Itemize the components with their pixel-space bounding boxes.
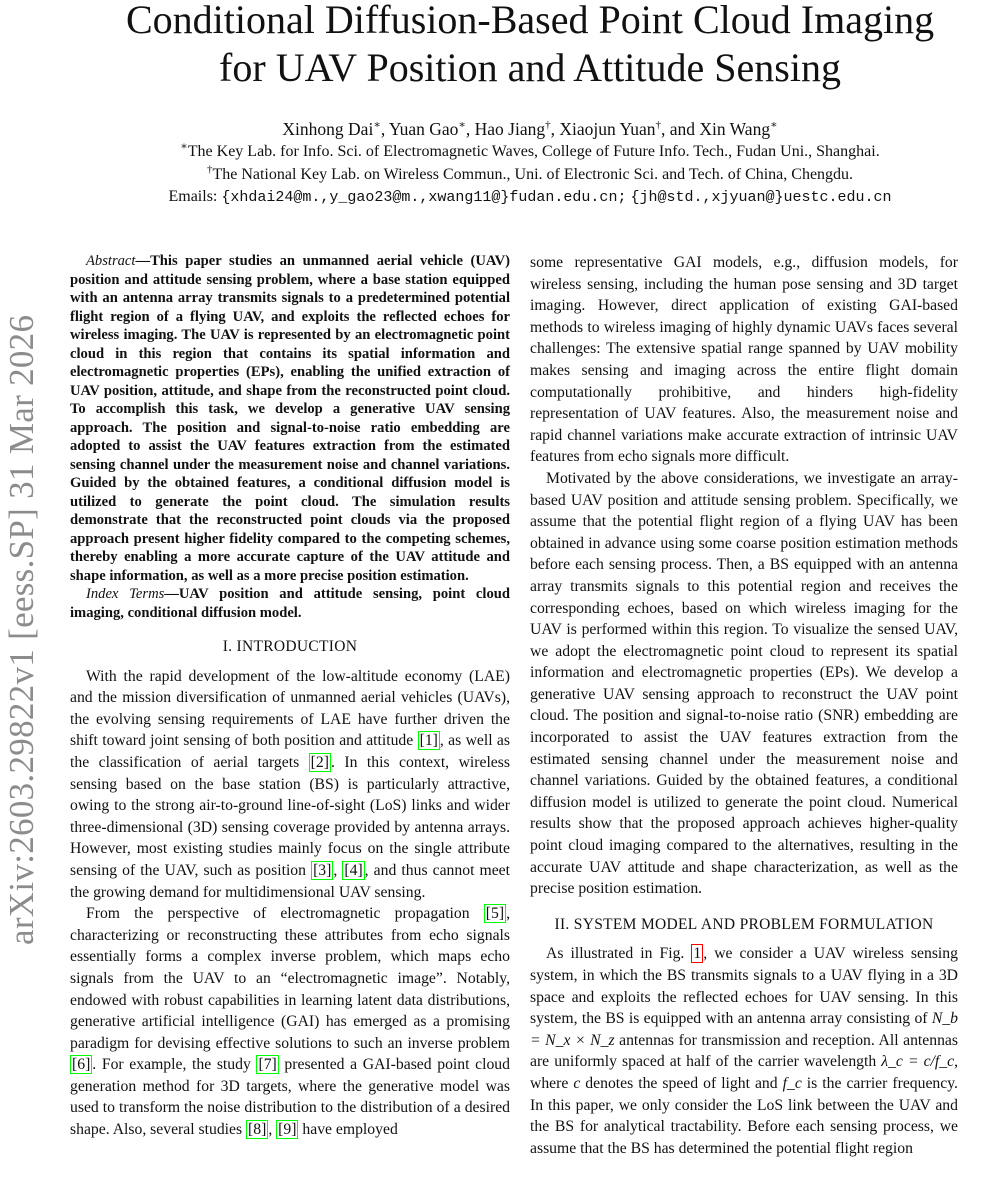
paper-title [60, 0, 986, 92]
section-title-initial: I [236, 638, 243, 655]
body-paragraph-system: As illustrated in Fig. 1 , we consider a UAV wireless sensing system, in which the BS transmits signals to a UAV flying in a 3D space and exploits the reflected echoes for UAV sensing. In this system, the BS is equipped with an antenna array consisting of N_b = N_x × N_z antennas for transmission and reception. All antennas are uniformly spaced at half of the carrier wavelength λ_c = c/f_c, where c denotes the speed of light and f_c is the carrier frequency. In this paper, we only consider the LoS link between the UAV and the BS for analytical tractability. Before each sensing process, we assume that the BS has determined the potential flight region [530, 945, 959, 1157]
affiliation-text: The National Key Lab. on Wireless Commun., Uni. of Electronic Sci. and Tech. of China, Chengdu. [212, 166, 854, 183]
citation-link[interactable]: [9] [278, 1121, 297, 1139]
citation-link[interactable]: [7] [258, 1056, 277, 1074]
author-list: Xinhong Dai∗, Yuan Gao∗, Hao Jiang†, Xiaojun Yuan†, and Xin Wang∗ [282, 119, 778, 139]
index-terms-text: —UAV position and attitude sensing, point cloud imaging, conditional diffusion model. [70, 586, 510, 621]
intro-paragraph-2: From the perspective of electromagnetic propagation [5] , characterizing or reconstructing these attributes from echo signals essentially forms a complex inverse problem, which maps echo signals from the UAV to an “electromagnetic image”. Notably, endowed with robust capabilities in learning latent data distributions, generative artificial intelligence (GAI) has emerged as a promising paradigm for devising effective solutions to such an inverse problem [6] . For example, the study [7] presented a GAI-based point cloud generation method for 3D targets, where the generative model was used to transform the noise distribution to the distribution of a desired shape. Also, several studies [8] , [9] have employed [70, 905, 510, 1139]
abstract-text: —This paper studies an unmanned aerial vehicle (UAV) position and attitude sensing problem, where a base station equipped with an antenna array transmits signals to a predetermined potential flight region of a flying UAV, and exploits the reflected echoes for wireless imaging. The UAV is represented by an electromagnetic point cloud in this region that contains its spatial information and electromagnetic properties (EPs), enabling the unified extraction of UAV position, attitude, and shape from the reconstructed point cloud. To accomplish this task, we develop a generative UAV sensing approach. The position and signal-to-noise ratio embedding are adopted to assist the UAV features extraction from the estimated sensing channel under the measurement noise and channel variations. Guided by the obtained features, a conditional diffusion model is utilized to generate the point cloud. The simulation results demonstrate that the reconstructed point clouds via the proposed approach present higher fidelity compared to the competing schemes, thereby enabling a more accurate capture of the UAV attitude and shape information, as well as a more precise position estimation. [70, 253, 510, 584]
intro-paragraph-1: With the rapid development of the low-altitude economy (LAE) and the mission diversification of unmanned aerial vehicles (UAVs), the evolving sensing requirements of LAE have further driven the shift toward joint sensing of both position and attitude [1] , as well as the classification of aerial targets [2] . In this context, wireless sensing based on the base station (BS) is particularly attractive, owing to the strong air-to-ground line-of-sight (LoS) links and wider three-dimensional (3D) sensing coverage provided by antenna arrays. However, most existing studies mainly focus on the single attribute sensing of the UAV, such as position [3] , [4] , and thus cannot meet the growing demand for multidimensional UAV sensing. [70, 667, 510, 901]
author-mark: ∗ [458, 119, 466, 132]
index-terms-lead: Index Terms [86, 586, 165, 602]
affiliation-text: The Key Lab. for Info. Sci. of Electromagnetic Waves, College of Future Info. Tech., Fudan Uni., Shanghai. [187, 143, 880, 160]
author-name: Xiaojun Yuan [559, 119, 656, 139]
email-group-uestc[interactable]: {jh@std.,xjyuan@}uestc.edu.cn [630, 189, 892, 206]
arxiv-identifier: arXiv:2603.29822v1 [eess.SP] 31 Mar 2026 [2, 314, 41, 945]
email-group-fudan[interactable]: {xhdai24@m.,y_gao23@m.,xwang11@}fudan.edu.cn; [221, 189, 627, 206]
left-column [70, 252, 510, 1141]
citation-link[interactable]: [4] [344, 861, 363, 879]
right-column [530, 252, 958, 1159]
affiliation-fudan [60, 140, 986, 161]
author-name: Hao Jiang [474, 119, 546, 139]
title-line-1: Conditional Diffusion-Based Point Cloud Imaging [125, 0, 935, 42]
author-mark: † [655, 119, 661, 132]
author-mark: ∗ [373, 119, 381, 132]
author-mark: ∗ [770, 119, 778, 132]
email-label: Emails: [168, 188, 218, 205]
citation-link[interactable]: [5] [485, 905, 505, 923]
author-name: Xin Wang [699, 119, 771, 139]
author-mark: † [545, 119, 551, 132]
section-heading-system-model: II. SYSTEM MODEL AND PROBLEM FORMULATION [554, 915, 934, 933]
math-speed-of-light: c [573, 1074, 581, 1092]
math-carrier-frequency: f_c [782, 1074, 802, 1092]
section-number: II. [554, 915, 570, 933]
math-antenna-count: N_b = N_x × N_z [530, 1010, 958, 1049]
affiliation-mark: ∗ [180, 140, 188, 153]
body-paragraph-motivation: Motivated by the above considerations, we investigate an array-based UAV position and attitude sensing problem. Specifically, we assume that the potential flight region of a flying UAV has been obtained in advance using some coarse position estimation methods before each sensing process. Then, a BS equipped with an antenna array transmits signals to this potential region and receives the corresponding echoes, based on which wireless imaging for the UAV is performed within this region. To visualize the sensed UAV, we adopt the electromagnetic point cloud to represent its spatial information and electromagnetic properties (EPs). We develop a generative UAV sensing approach to reconstruct the UAV point cloud. The position and signal-to-noise ratio (SNR) embedding are incorporated to assist the UAV features extraction from the estimated sensing channel under the measurement noise and channel variations. Guided by the obtained features, a conditional diffusion model is utilized to generate the point cloud. Numerical results show that the proposed approach achieves higher-quality point cloud imaging compared to the alternatives, resulting in the accurate UAV attitude and shape characterization, as well as the precise position estimation. [530, 469, 958, 898]
author-name: Yuan Gao [388, 119, 459, 139]
citation-link[interactable]: [3] [313, 861, 332, 879]
citation-link[interactable]: [1] [419, 732, 438, 750]
email-line [60, 188, 986, 206]
citation-link[interactable]: [6] [72, 1056, 91, 1074]
math-wavelength: λ_c = c/f_c [881, 1053, 955, 1071]
title-line-2: for UAV Position and Attitude Sensing [219, 45, 841, 90]
body-paragraph-continued: some representative GAI models, e.g., diffusion models, for wireless sensing, including the human pose sensing and 3D target imaging. However, direct application of existing GAI-based methods to wireless imaging of highly dynamic UAVs faces several challenges: The extensive spatial range spanned by UAV mobility makes sensing and imaging across the entire flight domain computationally prohibitive, and hinders high-fidelity representation of UAV features. Also, the measurement noise and rapid channel variations make accurate extraction of intrinsic UAV features from echo signals more difficult. [530, 254, 958, 466]
index-terms [70, 585, 510, 622]
affiliation-uestc [60, 163, 986, 184]
citation-link[interactable]: [2] [310, 753, 329, 771]
section-number: I. [222, 638, 233, 655]
affiliation-mark: † [206, 163, 213, 176]
citation-link[interactable]: [8] [248, 1121, 267, 1139]
figure-link[interactable]: 1 [693, 945, 702, 963]
abstract-lead: Abstract [86, 253, 136, 269]
author-name: Xinhong Dai [282, 119, 374, 139]
abstract [70, 252, 510, 585]
section-heading-introduction [70, 636, 510, 658]
section-title-rest: NTRODUCTION [242, 638, 358, 655]
